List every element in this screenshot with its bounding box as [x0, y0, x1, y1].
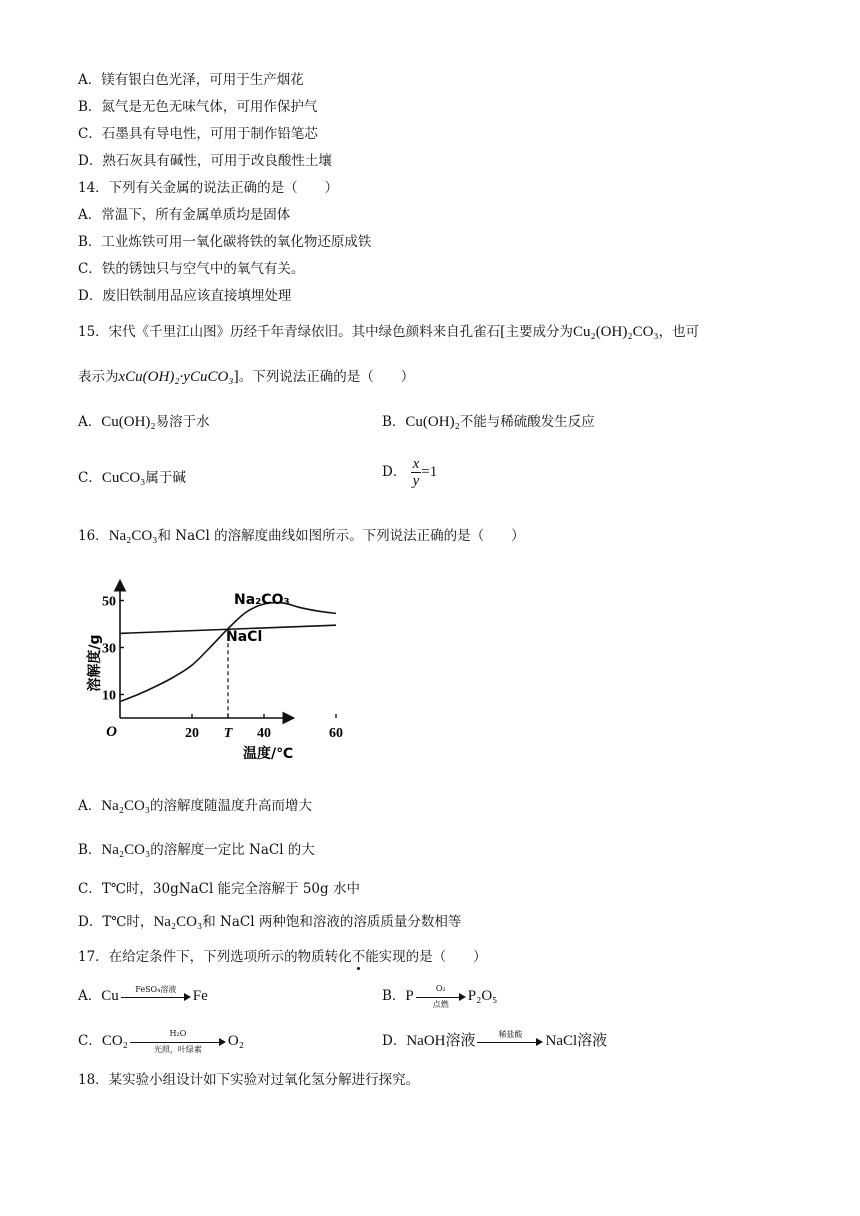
fraction-numerator: x	[412, 456, 420, 472]
arrow-condition-over: H₂O	[169, 1028, 187, 1038]
emphasis-not: 不	[352, 945, 366, 965]
option-text: 属于碱	[145, 470, 186, 486]
q18-stem: 18．某实验小组设计如下实验对过氧化氢分解进行探究。	[78, 1072, 420, 1088]
q14-option-d: D．废旧铁制用品应该直接填埋处理	[78, 288, 292, 304]
q16-option-d	[78, 910, 461, 931]
q16-option-b	[78, 838, 315, 859]
option-label: B．	[382, 414, 406, 430]
y-tick-label: 50	[102, 594, 116, 610]
x-axis-label: 温度/℃	[242, 746, 294, 762]
x-over-y-fraction	[411, 456, 422, 489]
reactant: NaOH溶液	[406, 1033, 476, 1049]
fraction-equals-one: =1	[421, 464, 438, 480]
q16-stem-text: 和 NaCl 的溶解度曲线如图所示。下列说法正确的是（ ）	[157, 528, 525, 544]
reaction-arrow	[416, 983, 466, 1009]
q17-option-d	[382, 1029, 607, 1050]
q17-stem	[78, 945, 487, 965]
arrow-condition-under: 点燃	[432, 999, 449, 1009]
q15-stem-text-2: ，也可	[658, 324, 700, 340]
y-axis-label: 溶解度/g	[87, 634, 103, 692]
product: P₂O₅	[467, 988, 498, 1004]
arrow-condition-over: O₂	[435, 983, 446, 993]
option-label: A．	[78, 988, 102, 1004]
cuoh2-formula: Cu(OH)₂	[405, 414, 460, 430]
malachite-alt-formula: xCu(OH)₂·yCuCO₃	[118, 369, 234, 385]
option-text: 不能与稀硫酸发生反应	[459, 414, 595, 430]
arrow-condition-under: 光照，叶绿素	[153, 1044, 202, 1054]
na2co3-formula: Na₂CO₃	[101, 798, 151, 814]
product: Fe	[192, 988, 208, 1004]
option-label: C．	[78, 470, 102, 486]
q15-option-c	[78, 466, 186, 487]
q14-option-c: C．铁的锈蚀只与空气中的氧气有关。	[78, 261, 305, 277]
q15-stem-text-4: ]。下列说法正确的是（ ）	[233, 369, 415, 385]
origin-label: O	[106, 724, 117, 740]
q16-stem	[78, 524, 525, 545]
fraction-denominator: y	[412, 473, 420, 489]
reactant: Cu	[101, 988, 119, 1004]
y-tick-label: 30	[102, 641, 116, 657]
solubility-chart	[76, 566, 343, 776]
option-label: C．	[78, 1033, 102, 1049]
option-label: A．	[78, 414, 102, 430]
na2co3-formula: Na₂CO₃	[101, 842, 151, 858]
reaction-arrow	[121, 984, 191, 1004]
arrow-condition-over: FeSO₄溶液	[135, 984, 177, 994]
option-text: 的溶解度随温度升高而增大	[150, 798, 313, 814]
cuco3-formula: CuCO₃	[101, 470, 146, 486]
series-label-na2co3: Na₂CO₃	[234, 592, 290, 608]
q16-option-c: C．T℃时，30gNaCl 能完全溶解于 50g 水中	[78, 881, 360, 897]
option-text: 的溶解度一定比 NaCl 的大	[150, 842, 315, 858]
q13-option-b: B．氮气是无色无味气体，可用作保护气	[78, 99, 318, 115]
option-text: D．T℃时，	[78, 914, 154, 930]
x-tick-label: 40	[257, 726, 271, 741]
q14-stem: 14．下列有关金属的说法正确的是（ ）	[78, 180, 339, 196]
q15-option-d	[382, 456, 437, 489]
na2co3-formula: Na₂CO₃	[153, 914, 203, 930]
reactant: CO₂	[101, 1033, 128, 1049]
option-label: A．	[78, 798, 102, 814]
product: NaCl溶液	[545, 1033, 608, 1049]
reaction-arrow	[477, 1029, 543, 1049]
q15-stem-line1	[78, 320, 699, 341]
reaction-arrow	[130, 1028, 226, 1054]
option-label: B．	[78, 842, 102, 858]
na2co3-formula: Na₂CO₃	[108, 528, 158, 544]
malachite-formula: Cu₂(OH)₂CO₃	[572, 324, 659, 340]
q17-option-b	[382, 983, 498, 1009]
reactant: P	[405, 988, 414, 1004]
q17-stem-text: 能实现的是（ ）	[365, 949, 487, 965]
q13-option-c: C．石墨具有导电性，可用于制作铅笔芯	[78, 126, 318, 142]
option-text: 易溶于水	[155, 414, 210, 430]
q13-option-a: A．镁有银白色光泽，可用于生产烟花	[78, 72, 304, 88]
q16-option-a	[78, 794, 312, 815]
cuoh2-formula: Cu(OH)₂	[101, 414, 156, 430]
q15-stem-line2	[78, 365, 414, 386]
y-tick-label: 10	[102, 688, 116, 704]
series-label-nacl: NaCl	[226, 629, 263, 645]
q15-stem-text-3: 表示为	[78, 369, 119, 385]
option-label: B．	[382, 988, 406, 1004]
option-label: D．	[382, 464, 407, 480]
arrow-condition-over: 稀盐酸	[498, 1029, 523, 1039]
q14-option-a: A．常温下，所有金属单质均是固体	[78, 207, 291, 223]
q13-option-d: D．熟石灰具有碱性，可用于改良酸性土壤	[78, 153, 332, 169]
q14-option-b: B．工业炼铁可用一氧化碳将铁的氧化物还原成铁	[78, 234, 372, 250]
x-tick-label: T	[223, 726, 233, 741]
option-text: 和 NaCl 两种饱和溶液的溶质质量分数相等	[202, 914, 462, 930]
q16-number: 16．	[78, 528, 109, 544]
product: O₂	[227, 1033, 244, 1049]
option-label: D．	[382, 1033, 407, 1049]
q15-option-a	[78, 410, 210, 431]
q15-stem-text-1: 15．宋代《千里江山图》历经千年青绿依旧。其中绿色颜料来自孔雀石[主要成分为	[78, 324, 573, 340]
x-tick-label: 20	[185, 726, 199, 741]
q17-stem-text: 17．在给定条件下，下列选项所示的物质转化	[78, 949, 352, 965]
q17-option-a	[78, 984, 208, 1005]
x-tick-label: 60	[329, 726, 343, 741]
q15-option-b	[382, 410, 595, 431]
q17-option-c	[78, 1028, 244, 1054]
